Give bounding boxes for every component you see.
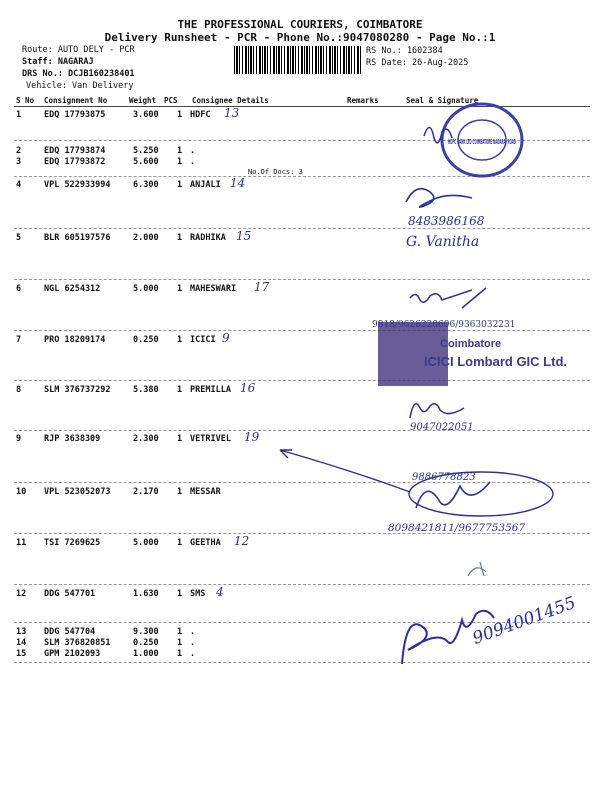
row-consignment: SLM 376737292 xyxy=(44,385,111,395)
row-consignee: . xyxy=(190,157,196,167)
row-consignee: . xyxy=(190,146,196,156)
row-consignment: EDQ 17793874 xyxy=(44,146,106,156)
row-sno: 9 xyxy=(16,434,22,444)
staff: Staff: NAGARAJ xyxy=(22,57,94,67)
premilla-phone: 9047022051 xyxy=(410,422,474,433)
row-pcs: 1 xyxy=(177,180,183,190)
row-sno: 7 xyxy=(16,335,22,345)
row-consignment: DDG 547704 xyxy=(44,627,96,637)
row-divider xyxy=(14,330,590,331)
row-weight: 6.300 xyxy=(133,180,159,190)
row-sno: 1 xyxy=(16,110,22,120)
row-weight: 5.250 xyxy=(133,146,159,156)
row-pcs: 1 xyxy=(177,110,183,120)
row-handwritten-number: 9 xyxy=(222,331,230,345)
row-handwritten-number: 15 xyxy=(236,229,252,243)
row-consignee: ICICI xyxy=(190,335,216,345)
row-weight: 1.630 xyxy=(133,589,159,599)
sms-phone: 9094001455 xyxy=(470,593,579,649)
premilla-signature xyxy=(406,392,476,422)
row-divider xyxy=(14,662,590,663)
row-consignee: . xyxy=(190,627,196,637)
row-weight: 5.000 xyxy=(133,538,159,548)
row-handwritten-number: 16 xyxy=(240,381,256,395)
row-sno: 13 xyxy=(16,627,27,637)
hdfc-stamp-text: HDFC BANK LTD COIMBATORE NAGARAJ ROAD xyxy=(448,138,517,146)
row-sno: 12 xyxy=(16,589,27,599)
row-consignee: ANJALI xyxy=(190,180,221,190)
row-handwritten-number: 19 xyxy=(244,430,260,444)
row-sno: 10 xyxy=(16,487,27,497)
row-consignment: RJP 3638309 xyxy=(44,434,101,444)
row-sno: 3 xyxy=(16,157,22,167)
row-consignee: SMS xyxy=(190,589,206,599)
hdfc-stamp xyxy=(420,96,530,180)
vehicle: Vehicle: Van Delivery xyxy=(26,81,134,91)
row-weight: 5.000 xyxy=(133,284,159,294)
maheswari-signature xyxy=(406,284,496,314)
row-consignment: PRO 18209174 xyxy=(44,335,106,345)
row-consignee: GEETHA xyxy=(190,538,221,548)
runsheet-title: Delivery Runsheet - PCR - Phone No.:9047080280 - Page No.:1 xyxy=(104,31,496,44)
row-pcs: 1 xyxy=(177,385,183,395)
row-consignee: MESSAR xyxy=(190,487,221,497)
row-consignee: . xyxy=(190,638,196,648)
row-consignee: MAHESWARI xyxy=(190,284,237,294)
row-consignment: VPL 522933994 xyxy=(44,180,111,190)
row-sno: 14 xyxy=(16,638,27,648)
col-pcs: PCS xyxy=(164,96,178,105)
row-weight: 2.300 xyxy=(133,434,159,444)
row-consignee: PREMILLA xyxy=(190,385,231,395)
row-pcs: 1 xyxy=(177,233,183,243)
row-handwritten-number: 17 xyxy=(254,280,270,294)
col-seal: Seal & Signature xyxy=(406,96,479,105)
row-consignment: EDQ 17793875 xyxy=(44,110,106,120)
radhika-signature: G. Vanitha xyxy=(406,234,480,250)
row-pcs: 1 xyxy=(177,284,183,294)
anjali-phone: 8483986168 xyxy=(408,214,485,228)
messar-phone-bottom: 8098421811/9677753567 xyxy=(388,522,526,534)
route: Route: AUTO DELY - PCR xyxy=(22,45,135,55)
row-consignee: HDFC xyxy=(190,110,211,120)
row-weight: 2.170 xyxy=(133,487,159,497)
row-weight: 2.000 xyxy=(133,233,159,243)
row-consignment: SLM 376820851 xyxy=(44,638,111,648)
docs-note: No.Of Docs: 3 xyxy=(248,168,303,176)
row-divider xyxy=(14,228,590,229)
row-pcs: 1 xyxy=(177,335,183,345)
rs-date: RS Date: 26-Aug-2025 xyxy=(366,58,469,68)
row-consignee: RADHIKA xyxy=(190,233,226,243)
icici-stamp-city: Coimbatore xyxy=(440,338,502,350)
icici-stamp-name: ICICI Lombard GIC Ltd. xyxy=(424,354,567,369)
row-consignment: DDG 547701 xyxy=(44,589,96,599)
row-pcs: 1 xyxy=(177,146,183,156)
col-weight: Weight xyxy=(129,96,157,105)
row-sno: 15 xyxy=(16,649,27,659)
row-consignment: TSI 7269625 xyxy=(44,538,101,548)
row-consignee: . xyxy=(190,649,196,659)
row-weight: 1.000 xyxy=(133,649,159,659)
drs-number: DRS No.: DCJB160238401 xyxy=(22,69,135,79)
row-consignment: NGL 6254312 xyxy=(44,284,101,294)
row-divider xyxy=(14,584,590,585)
row-pcs: 1 xyxy=(177,487,183,497)
row-pcs: 1 xyxy=(177,627,183,637)
row-weight: 3.600 xyxy=(133,110,159,120)
company-name: THE PROFESSIONAL COURIERS, COIMBATORE xyxy=(177,18,423,31)
col-consignee: Consignee Details xyxy=(192,96,269,105)
row-pcs: 1 xyxy=(177,638,183,648)
barcode xyxy=(234,46,362,74)
anjali-signature xyxy=(400,180,480,216)
row-weight: 5.600 xyxy=(133,157,159,167)
row-handwritten-number: 12 xyxy=(234,534,250,548)
row-handwritten-number: 13 xyxy=(224,106,240,120)
row-weight: 5.380 xyxy=(133,385,159,395)
row-consignment: GPM 2102093 xyxy=(44,649,101,659)
row-consignment: BLR 605197576 xyxy=(44,233,111,243)
col-consignment: Consignment No xyxy=(44,96,108,105)
row-pcs: 1 xyxy=(177,649,183,659)
row-sno: 4 xyxy=(16,180,22,190)
row-consignment: VPL 523052073 xyxy=(44,487,111,497)
row-pcs: 1 xyxy=(177,434,183,444)
col-sno: S No xyxy=(16,96,35,105)
row-handwritten-number: 14 xyxy=(230,176,246,190)
row-handwritten-number: 4 xyxy=(216,585,224,599)
row-weight: 0.250 xyxy=(133,638,159,648)
row-divider xyxy=(14,279,590,280)
row-sno: 5 xyxy=(16,233,22,243)
row-weight: 9.300 xyxy=(133,627,159,637)
geetha-mark xyxy=(464,556,494,582)
row-sno: 6 xyxy=(16,284,22,294)
row-sno: 8 xyxy=(16,385,22,395)
row-pcs: 1 xyxy=(177,589,183,599)
row-divider xyxy=(14,380,590,381)
icici-phone: 9818/9626220606/9363032231 xyxy=(372,320,516,330)
row-weight: 0.250 xyxy=(133,335,159,345)
row-consignee: VETRIVEL xyxy=(190,434,231,444)
row-sno: 2 xyxy=(16,146,22,156)
row-pcs: 1 xyxy=(177,538,183,548)
row-pcs: 1 xyxy=(177,157,183,167)
row-consignment: EDQ 17793872 xyxy=(44,157,106,167)
row-sno: 11 xyxy=(16,538,27,548)
row-divider xyxy=(14,430,590,431)
rs-number: RS No.: 1602384 xyxy=(366,46,443,56)
col-remarks: Remarks xyxy=(347,96,379,105)
messar-phone-top: 9886778823 xyxy=(412,472,476,483)
